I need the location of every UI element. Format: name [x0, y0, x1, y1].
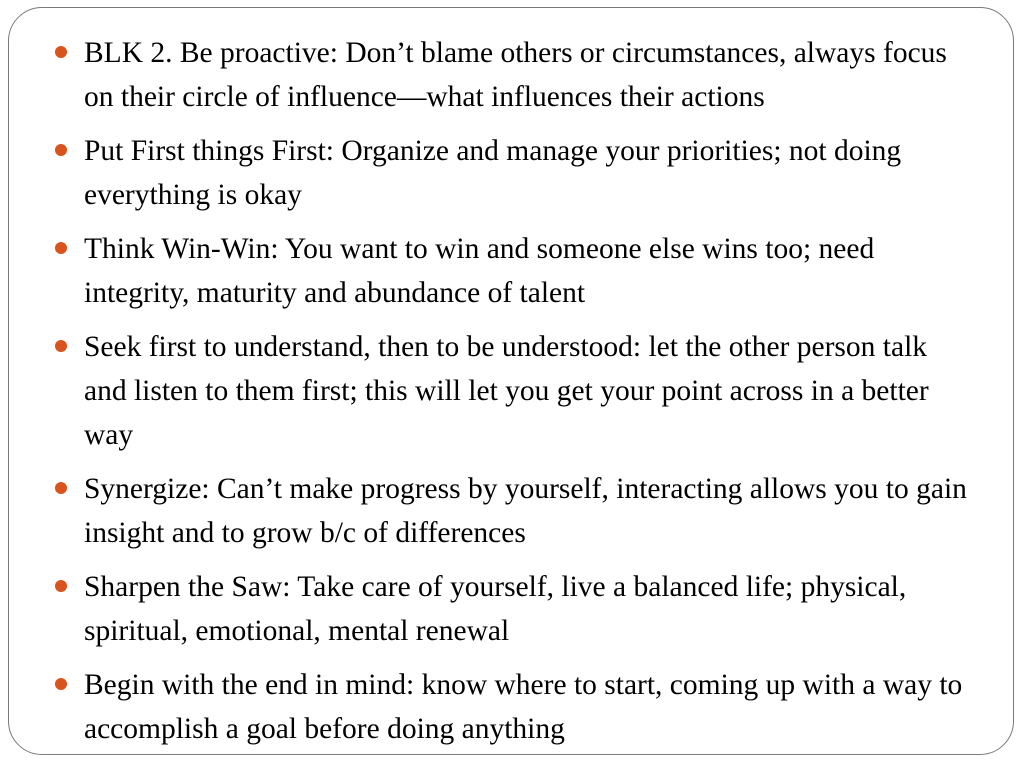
bullet-text: Sharpen the Saw: Take care of yourself, live a balanced life; physical, spiritual, emotional, mental renewal — [84, 571, 907, 647]
bullet-dot-icon — [55, 242, 67, 254]
bullet-dot-icon — [55, 46, 67, 58]
bullet-text: Put First things First: Organize and manage your priorities; not doing everything is okay — [84, 135, 902, 211]
bullet-item-synergize — [0, 467, 974, 555]
bullet-text: BLK 2. Be proactive: Don’t blame others or circumstances, always focus on their circle of influence—what influences their actions — [84, 37, 947, 113]
bullet-dot-icon — [55, 580, 67, 592]
bullet-dot-icon — [55, 340, 67, 352]
bullet-item-put-first-things-first — [0, 129, 974, 217]
bullet-dot-icon — [55, 678, 67, 690]
bullet-text: Begin with the end in mind: know where to start, coming up with a way to accomplish a goal before doing anything — [84, 669, 963, 745]
bullet-text: Synergize: Can’t make progress by yourself, interacting allows you to gain insight and to grow b/c of differences — [84, 473, 967, 549]
bullet-dot-icon — [55, 144, 67, 156]
bullet-list — [0, 31, 974, 761]
bullet-item-begin-with-the-end-in-mind — [0, 663, 974, 751]
bullet-text: Seek first to understand, then to be understood: let the other person talk and listen to them first; this will let you get your point across in a better way — [84, 331, 929, 451]
bullet-item-seek-first-to-understand — [0, 325, 974, 457]
bullet-item-be-proactive — [0, 31, 974, 119]
bullet-dot-icon — [55, 482, 67, 494]
bullet-item-sharpen-the-saw — [0, 565, 974, 653]
bullet-text: Think Win-Win: You want to win and someone else wins too; need integrity, maturity and abundance of talent — [84, 233, 875, 309]
bullet-item-think-win-win — [0, 227, 974, 315]
